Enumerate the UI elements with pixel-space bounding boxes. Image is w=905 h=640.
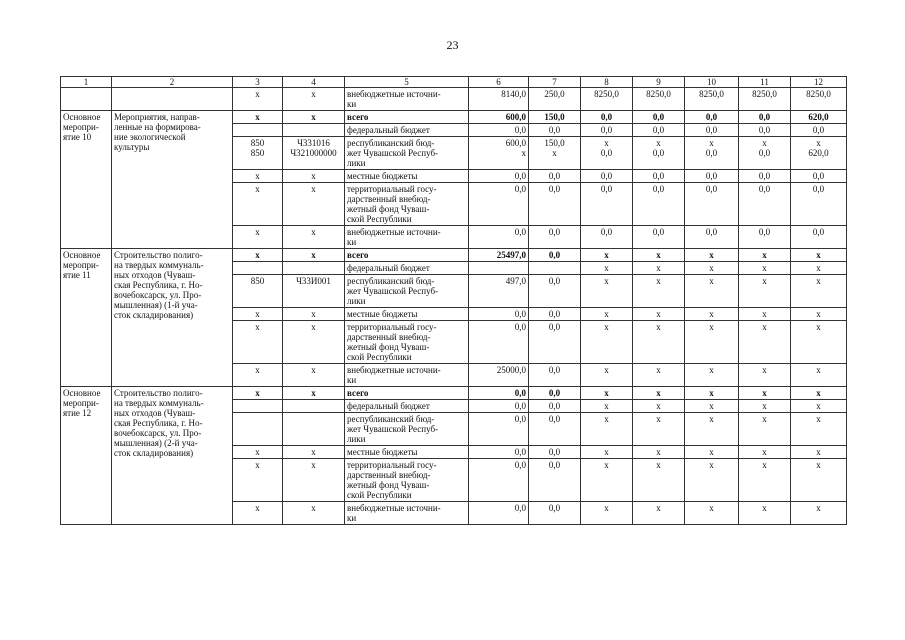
amount-cell: 0,0 <box>469 502 529 525</box>
funding-source-cell: местные бюджеты <box>345 170 469 183</box>
budget-table <box>60 76 847 525</box>
amount-cell: x <box>739 308 791 321</box>
amount-cell: 0,0 <box>469 226 529 249</box>
funding-source-cell: федеральный бюджет <box>345 124 469 137</box>
amount-cell: 0,0 <box>791 226 847 249</box>
amount-cell <box>469 262 529 275</box>
amount-cell: x <box>581 387 633 400</box>
budget-code-cell <box>283 124 345 137</box>
event-name-cell: Основное меропри- ятие 10 <box>61 111 112 249</box>
amount-cell: 0,0 <box>581 183 633 226</box>
event-name-cell <box>61 88 112 111</box>
amount-cell: x <box>791 275 847 308</box>
funding-source-cell: республиканский бюд- жет Чувашской Респуб- лики <box>345 275 469 308</box>
amount-cell: x <box>791 502 847 525</box>
amount-cell: x <box>581 262 633 275</box>
amount-cell: 0,0 <box>633 111 685 124</box>
amount-cell: x <box>791 387 847 400</box>
amount-cell: 8250,0 <box>581 88 633 111</box>
amount-cell: 0,0 <box>685 183 739 226</box>
funding-source-cell: территориальный госу- дарственный внебюд- жетный фонд Чуваш- ской Республики <box>345 321 469 364</box>
budget-code-cell: x <box>283 502 345 525</box>
amount-cell: x <box>739 400 791 413</box>
amount-cell: x <box>791 413 847 446</box>
amount-cell: 0,0 <box>469 400 529 413</box>
column-number-7: 7 <box>529 77 581 88</box>
grbs-code-cell <box>233 413 283 446</box>
amount-cell: 0,0 <box>529 183 581 226</box>
column-number-11: 11 <box>739 77 791 88</box>
budget-code-cell: x <box>283 111 345 124</box>
amount-cell: x <box>633 459 685 502</box>
event-description-cell: Мероприятия, направ- ленные на формирова- ние экологической культуры <box>112 111 233 249</box>
column-number-8: 8 <box>581 77 633 88</box>
table-row <box>61 249 847 262</box>
funding-source-cell: федеральный бюджет <box>345 400 469 413</box>
amount-cell: 8140,0 <box>469 88 529 111</box>
budget-code-cell: Ч33И001 <box>283 275 345 308</box>
budget-code-cell <box>283 400 345 413</box>
amount-cell: 0,0 <box>529 249 581 262</box>
funding-source-cell: территориальный госу- дарственный внебюд- жетный фонд Чуваш- ской Республики <box>345 459 469 502</box>
amount-cell: 600,0 x <box>469 137 529 170</box>
funding-source-cell: всего <box>345 111 469 124</box>
budget-code-cell: x <box>283 387 345 400</box>
funding-source-cell: внебюджетные источни- ки <box>345 364 469 387</box>
amount-cell: x 0,0 <box>633 137 685 170</box>
amount-cell: 0,0 <box>529 321 581 364</box>
amount-cell: 0,0 <box>469 124 529 137</box>
grbs-code-cell: 850 <box>233 275 283 308</box>
amount-cell: 0,0 <box>685 124 739 137</box>
amount-cell: 8250,0 <box>739 88 791 111</box>
amount-cell: x <box>633 502 685 525</box>
funding-source-cell: федеральный бюджет <box>345 262 469 275</box>
amount-cell: 0,0 <box>685 170 739 183</box>
amount-cell: x <box>739 364 791 387</box>
amount-cell: x <box>581 400 633 413</box>
amount-cell: x <box>791 459 847 502</box>
amount-cell: x <box>685 446 739 459</box>
amount-cell: x <box>739 446 791 459</box>
funding-source-cell: внебюджетные источни- ки <box>345 226 469 249</box>
grbs-code-cell <box>233 400 283 413</box>
column-number-12: 12 <box>791 77 847 88</box>
event-description-cell: Строительство полиго- на твердых коммуналь- ных отходов (Чуваш- ская Республика, г. Но- вочебоксарск, ул. Про- мышленная) (1-й уча- сток складирования) <box>112 249 233 387</box>
amount-cell: x <box>581 413 633 446</box>
table-row <box>61 111 847 124</box>
amount-cell: 0,0 <box>469 170 529 183</box>
amount-cell: x <box>581 308 633 321</box>
amount-cell: x <box>791 400 847 413</box>
grbs-code-cell: x <box>233 459 283 502</box>
amount-cell: x <box>685 249 739 262</box>
grbs-code-cell: x <box>233 502 283 525</box>
amount-cell: 0,0 <box>791 183 847 226</box>
column-number-10: 10 <box>685 77 739 88</box>
amount-cell: x <box>739 459 791 502</box>
amount-cell: x <box>791 249 847 262</box>
column-number-6: 6 <box>469 77 529 88</box>
amount-cell: x <box>685 275 739 308</box>
amount-cell: 0,0 <box>633 170 685 183</box>
budget-code-cell: x <box>283 308 345 321</box>
amount-cell: x <box>685 321 739 364</box>
budget-code-cell: x <box>283 446 345 459</box>
column-number-5: 5 <box>345 77 469 88</box>
grbs-code-cell: x <box>233 387 283 400</box>
amount-cell: 0,0 <box>529 413 581 446</box>
funding-source-cell: местные бюджеты <box>345 446 469 459</box>
grbs-code-cell: x <box>233 249 283 262</box>
budget-code-cell: x <box>283 226 345 249</box>
amount-cell: 150,0 <box>529 111 581 124</box>
amount-cell: x <box>791 321 847 364</box>
amount-cell: 0,0 <box>791 170 847 183</box>
amount-cell: 0,0 <box>469 321 529 364</box>
amount-cell: x <box>633 249 685 262</box>
grbs-code-cell: x <box>233 111 283 124</box>
header-row <box>61 77 847 88</box>
page-number: 23 <box>446 38 459 52</box>
amount-cell: 0,0 <box>633 226 685 249</box>
column-number-9: 9 <box>633 77 685 88</box>
funding-source-cell: всего <box>345 249 469 262</box>
event-description-cell <box>112 88 233 111</box>
amount-cell: 0,0 <box>529 400 581 413</box>
grbs-code-cell: x <box>233 308 283 321</box>
grbs-code-cell: x <box>233 364 283 387</box>
amount-cell: x <box>685 387 739 400</box>
column-number-3: 3 <box>233 77 283 88</box>
budget-code-cell: x <box>283 249 345 262</box>
funding-source-cell: внебюджетные источни- ки <box>345 502 469 525</box>
table-body <box>61 77 847 525</box>
amount-cell: x 0,0 <box>739 137 791 170</box>
amount-cell: x <box>581 275 633 308</box>
amount-cell: 0,0 <box>529 502 581 525</box>
amount-cell: 250,0 <box>529 88 581 111</box>
budget-code-cell: x <box>283 364 345 387</box>
amount-cell: x 0,0 <box>581 137 633 170</box>
amount-cell: 0,0 <box>469 446 529 459</box>
amount-cell: 8250,0 <box>633 88 685 111</box>
amount-cell: 0,0 <box>739 183 791 226</box>
amount-cell: 0,0 <box>739 226 791 249</box>
amount-cell: 8250,0 <box>685 88 739 111</box>
amount-cell: 0,0 <box>529 364 581 387</box>
amount-cell: 25497,0 <box>469 249 529 262</box>
amount-cell: 620,0 <box>791 111 847 124</box>
amount-cell: 0,0 <box>685 111 739 124</box>
amount-cell: 0,0 <box>469 387 529 400</box>
amount-cell: 0,0 <box>739 170 791 183</box>
amount-cell: 0,0 <box>469 413 529 446</box>
amount-cell: 0,0 <box>581 124 633 137</box>
amount-cell: x <box>633 262 685 275</box>
amount-cell: 0,0 <box>633 124 685 137</box>
column-number-1: 1 <box>61 77 112 88</box>
budget-code-cell: Ч331016 Ч321000000 <box>283 137 345 170</box>
grbs-code-cell: x <box>233 88 283 111</box>
event-name-cell: Основное меропри- ятие 12 <box>61 387 112 525</box>
amount-cell: x <box>581 459 633 502</box>
amount-cell: x <box>633 413 685 446</box>
amount-cell: x <box>739 262 791 275</box>
grbs-code-cell: x <box>233 226 283 249</box>
amount-cell: 150,0 x <box>529 137 581 170</box>
table-row <box>61 88 847 111</box>
table-row <box>61 387 847 400</box>
budget-code-cell: x <box>283 321 345 364</box>
budget-code-cell <box>283 262 345 275</box>
grbs-code-cell: 850 850 <box>233 137 283 170</box>
amount-cell: x <box>685 400 739 413</box>
budget-code-cell <box>283 413 345 446</box>
amount-cell: 0,0 <box>529 446 581 459</box>
amount-cell: x <box>685 308 739 321</box>
amount-cell: x <box>633 275 685 308</box>
amount-cell: x <box>633 308 685 321</box>
amount-cell: x <box>791 446 847 459</box>
amount-cell: 0,0 <box>469 183 529 226</box>
amount-cell: 25000,0 <box>469 364 529 387</box>
funding-source-cell: республиканский бюд- жет Чувашской Респуб- лики <box>345 137 469 170</box>
amount-cell: x <box>685 364 739 387</box>
amount-cell: x 620,0 <box>791 137 847 170</box>
budget-code-cell: x <box>283 170 345 183</box>
amount-cell: x <box>739 249 791 262</box>
budget-code-cell: x <box>283 459 345 502</box>
amount-cell: 0,0 <box>529 459 581 502</box>
amount-cell: x <box>739 321 791 364</box>
amount-cell: 0,0 <box>529 308 581 321</box>
amount-cell: 0,0 <box>581 170 633 183</box>
amount-cell: 0,0 <box>529 226 581 249</box>
budget-code-cell: x <box>283 88 345 111</box>
grbs-code-cell: x <box>233 321 283 364</box>
amount-cell: x <box>791 308 847 321</box>
grbs-code-cell: x <box>233 183 283 226</box>
amount-cell: x <box>791 364 847 387</box>
amount-cell <box>529 262 581 275</box>
grbs-code-cell: x <box>233 170 283 183</box>
amount-cell: x <box>739 387 791 400</box>
amount-cell: x <box>633 446 685 459</box>
amount-cell: 0,0 <box>529 170 581 183</box>
column-number-2: 2 <box>112 77 233 88</box>
budget-code-cell: x <box>283 183 345 226</box>
amount-cell: x <box>581 249 633 262</box>
grbs-code-cell: x <box>233 446 283 459</box>
amount-cell: x <box>685 459 739 502</box>
amount-cell: 8250,0 <box>791 88 847 111</box>
amount-cell: 0,0 <box>685 226 739 249</box>
amount-cell: 0,0 <box>791 124 847 137</box>
funding-source-cell: республиканский бюд- жет Чувашской Респуб- лики <box>345 413 469 446</box>
amount-cell: 0,0 <box>529 124 581 137</box>
amount-cell: 600,0 <box>469 111 529 124</box>
amount-cell: x <box>633 400 685 413</box>
amount-cell: x <box>633 387 685 400</box>
amount-cell: 0,0 <box>739 111 791 124</box>
funding-source-cell: внебюджетные источни- ки <box>345 88 469 111</box>
amount-cell: 0,0 <box>529 387 581 400</box>
amount-cell: x <box>633 364 685 387</box>
amount-cell: x <box>581 364 633 387</box>
event-description-cell: Строительство полиго- на твердых коммуналь- ных отходов (Чуваш- ская Республика, г. Но- вочебоксарск, ул. Про- мышленная) (2-й уча- сток складирования) <box>112 387 233 525</box>
amount-cell: 497,0 <box>469 275 529 308</box>
funding-source-cell: местные бюджеты <box>345 308 469 321</box>
amount-cell: x <box>791 262 847 275</box>
amount-cell: x <box>685 262 739 275</box>
amount-cell: x <box>685 413 739 446</box>
amount-cell: 0,0 <box>739 124 791 137</box>
funding-source-cell: всего <box>345 387 469 400</box>
amount-cell: 0,0 <box>529 275 581 308</box>
amount-cell: x <box>739 275 791 308</box>
grbs-code-cell <box>233 262 283 275</box>
event-name-cell: Основное меропри- ятие 11 <box>61 249 112 387</box>
grbs-code-cell <box>233 124 283 137</box>
amount-cell: x <box>739 413 791 446</box>
amount-cell: x <box>581 446 633 459</box>
amount-cell: x <box>581 502 633 525</box>
amount-cell: 0,0 <box>581 111 633 124</box>
funding-source-cell: территориальный госу- дарственный внебюд- жетный фонд Чуваш- ской Республики <box>345 183 469 226</box>
amount-cell: 0,0 <box>633 183 685 226</box>
amount-cell: x 0,0 <box>685 137 739 170</box>
amount-cell: x <box>581 321 633 364</box>
column-number-4: 4 <box>283 77 345 88</box>
amount-cell: 0,0 <box>581 226 633 249</box>
amount-cell: x <box>739 502 791 525</box>
amount-cell: x <box>685 502 739 525</box>
amount-cell: 0,0 <box>469 308 529 321</box>
amount-cell: x <box>633 321 685 364</box>
amount-cell: 0,0 <box>469 459 529 502</box>
